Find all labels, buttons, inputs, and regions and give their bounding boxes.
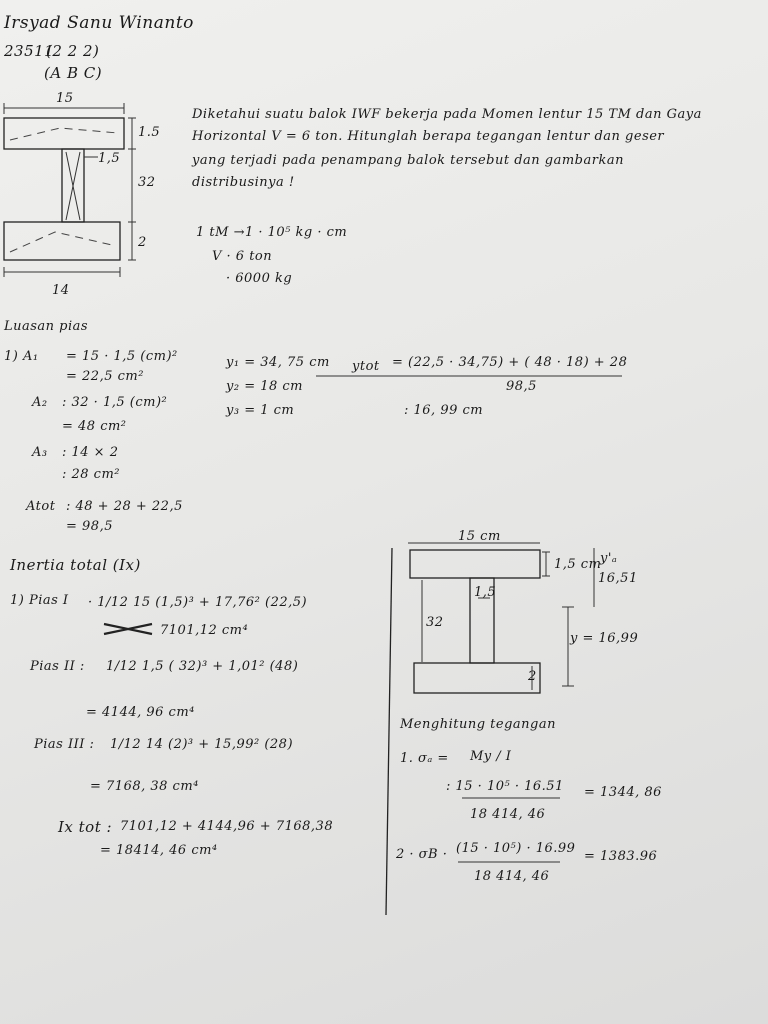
column-divider: [386, 548, 392, 915]
pias1-label: 1) Pias I: [10, 593, 69, 608]
d1-height: 32: [138, 175, 156, 190]
pias2-label: Pias II :: [30, 659, 85, 674]
d1-top-width: 15: [56, 91, 74, 106]
d2-top-thick: 1,5 cm: [554, 557, 602, 572]
pias2-equation: 1/12 1,5 ( 32)³ + 1,01² (48): [106, 659, 299, 674]
pias1-result: 7101,12 cm⁴: [160, 623, 249, 638]
d2-top-width: 15 cm: [458, 529, 501, 544]
ixtot-equation: 7101,12 + 4144,96 + 7168,38: [120, 819, 334, 834]
ixtot-result: = 18414, 46 cm⁴: [100, 843, 218, 858]
problem-line-3: yang terjadi pada penampang balok tersebut dan gambarkan: [192, 153, 624, 168]
atot-equation: : 48 + 28 + 22,5: [66, 499, 183, 514]
given-conversion: 1 tM →1 · 10⁵ kg · cm: [196, 225, 348, 240]
section-title-area: Luasan pias: [4, 319, 89, 334]
pias2-result: = 4144, 96 cm⁴: [86, 705, 195, 720]
pias3-result: = 7168, 38 cm⁴: [90, 779, 199, 794]
given-force-kg: · 6000 kg: [226, 271, 293, 286]
d2-web-thick: 1,5: [474, 585, 497, 600]
a2-label: A₂: [32, 395, 48, 410]
d1-bottom-thick: 2: [138, 235, 147, 250]
d2-height: 32: [426, 615, 444, 630]
d2-yb-value: y = 16,99: [570, 631, 639, 646]
stress-b-denominator: 18 414, 46: [474, 869, 550, 884]
d2-ya-value: 16,51: [598, 571, 638, 586]
student-digits: (2 2 2): [46, 42, 100, 60]
a1-label: 1) A₁: [4, 349, 39, 364]
centroid-y2: y₂ = 18 cm: [226, 379, 303, 394]
problem-line-1: Diketahui suatu balok IWF bekerja pada Momen lentur 15 TM dan Gaya: [192, 107, 702, 122]
section-title-stress: Menghitung tegangan: [400, 717, 556, 732]
atot-result: = 98,5: [66, 519, 113, 534]
a1-result: = 22,5 cm²: [66, 369, 144, 384]
problem-line-2: Horizontal V = 6 ton. Hitunglah berapa tegangan lentur dan geser: [192, 129, 665, 144]
stress-a-label: 1. σₐ =: [400, 751, 449, 766]
strikeout-mark: [104, 624, 152, 634]
student-id: 23511: [4, 42, 55, 60]
ytot-numerator: = (22,5 · 34,75) + ( 48 · 18) + 28: [392, 355, 628, 370]
centroid-y1: y₁ = 34, 75 cm: [226, 355, 330, 370]
ytot-denominator: 98,5: [506, 379, 537, 394]
a2-equation: : 32 · 1,5 (cm)²: [62, 395, 168, 410]
pias3-equation: 1/12 14 (2)³ + 15,99² (28): [110, 737, 294, 752]
d1-bottom-width: 14: [52, 283, 70, 298]
d1-web-thick: 1,5: [98, 151, 121, 166]
a1-equation: = 15 · 1,5 (cm)²: [66, 349, 178, 364]
stress-b-label: 2 · σB ·: [396, 847, 448, 862]
stress-b-numerator: (15 · 10⁵) · 16.99: [456, 841, 576, 856]
stress-a-formula: My / I: [470, 749, 512, 764]
d2-ya-label: y'ₐ: [600, 551, 618, 566]
pias3-label: Pias III :: [34, 737, 95, 752]
a3-result: : 28 cm²: [62, 467, 121, 482]
a2-result: = 48 cm²: [62, 419, 127, 434]
student-letters: (A B C): [44, 64, 103, 82]
ixtot-label: Ix tot :: [58, 818, 113, 836]
a3-label: A₃: [32, 445, 48, 460]
problem-line-4: distribusinya !: [192, 175, 295, 190]
ytot-result: : 16, 99 cm: [404, 403, 484, 418]
atot-label: Atot: [26, 499, 56, 514]
given-force: V · 6 ton: [212, 249, 273, 264]
a3-equation: : 14 × 2: [62, 445, 119, 460]
d2-bottom-thick: 2: [528, 669, 537, 684]
ytot-label: ytot: [352, 359, 380, 374]
stress-a-denominator: 18 414, 46: [470, 807, 546, 822]
d1-top-thick: 1.5: [138, 125, 161, 140]
centroid-y3: y₃ = 1 cm: [226, 403, 295, 418]
stress-a-result: = 1344, 86: [584, 785, 662, 800]
pias1-equation: · 1/12 15 (1,5)³ + 17,76² (22,5): [88, 595, 308, 610]
stress-b-result: = 1383.96: [584, 849, 658, 864]
section-title-inertia: Inertia total (Ix): [10, 556, 141, 574]
stress-a-numerator: : 15 · 10⁵ · 16.51: [446, 779, 564, 794]
student-name: Irsyad Sanu Winanto: [4, 13, 194, 33]
iwf-section-diagram-1: [4, 103, 136, 277]
